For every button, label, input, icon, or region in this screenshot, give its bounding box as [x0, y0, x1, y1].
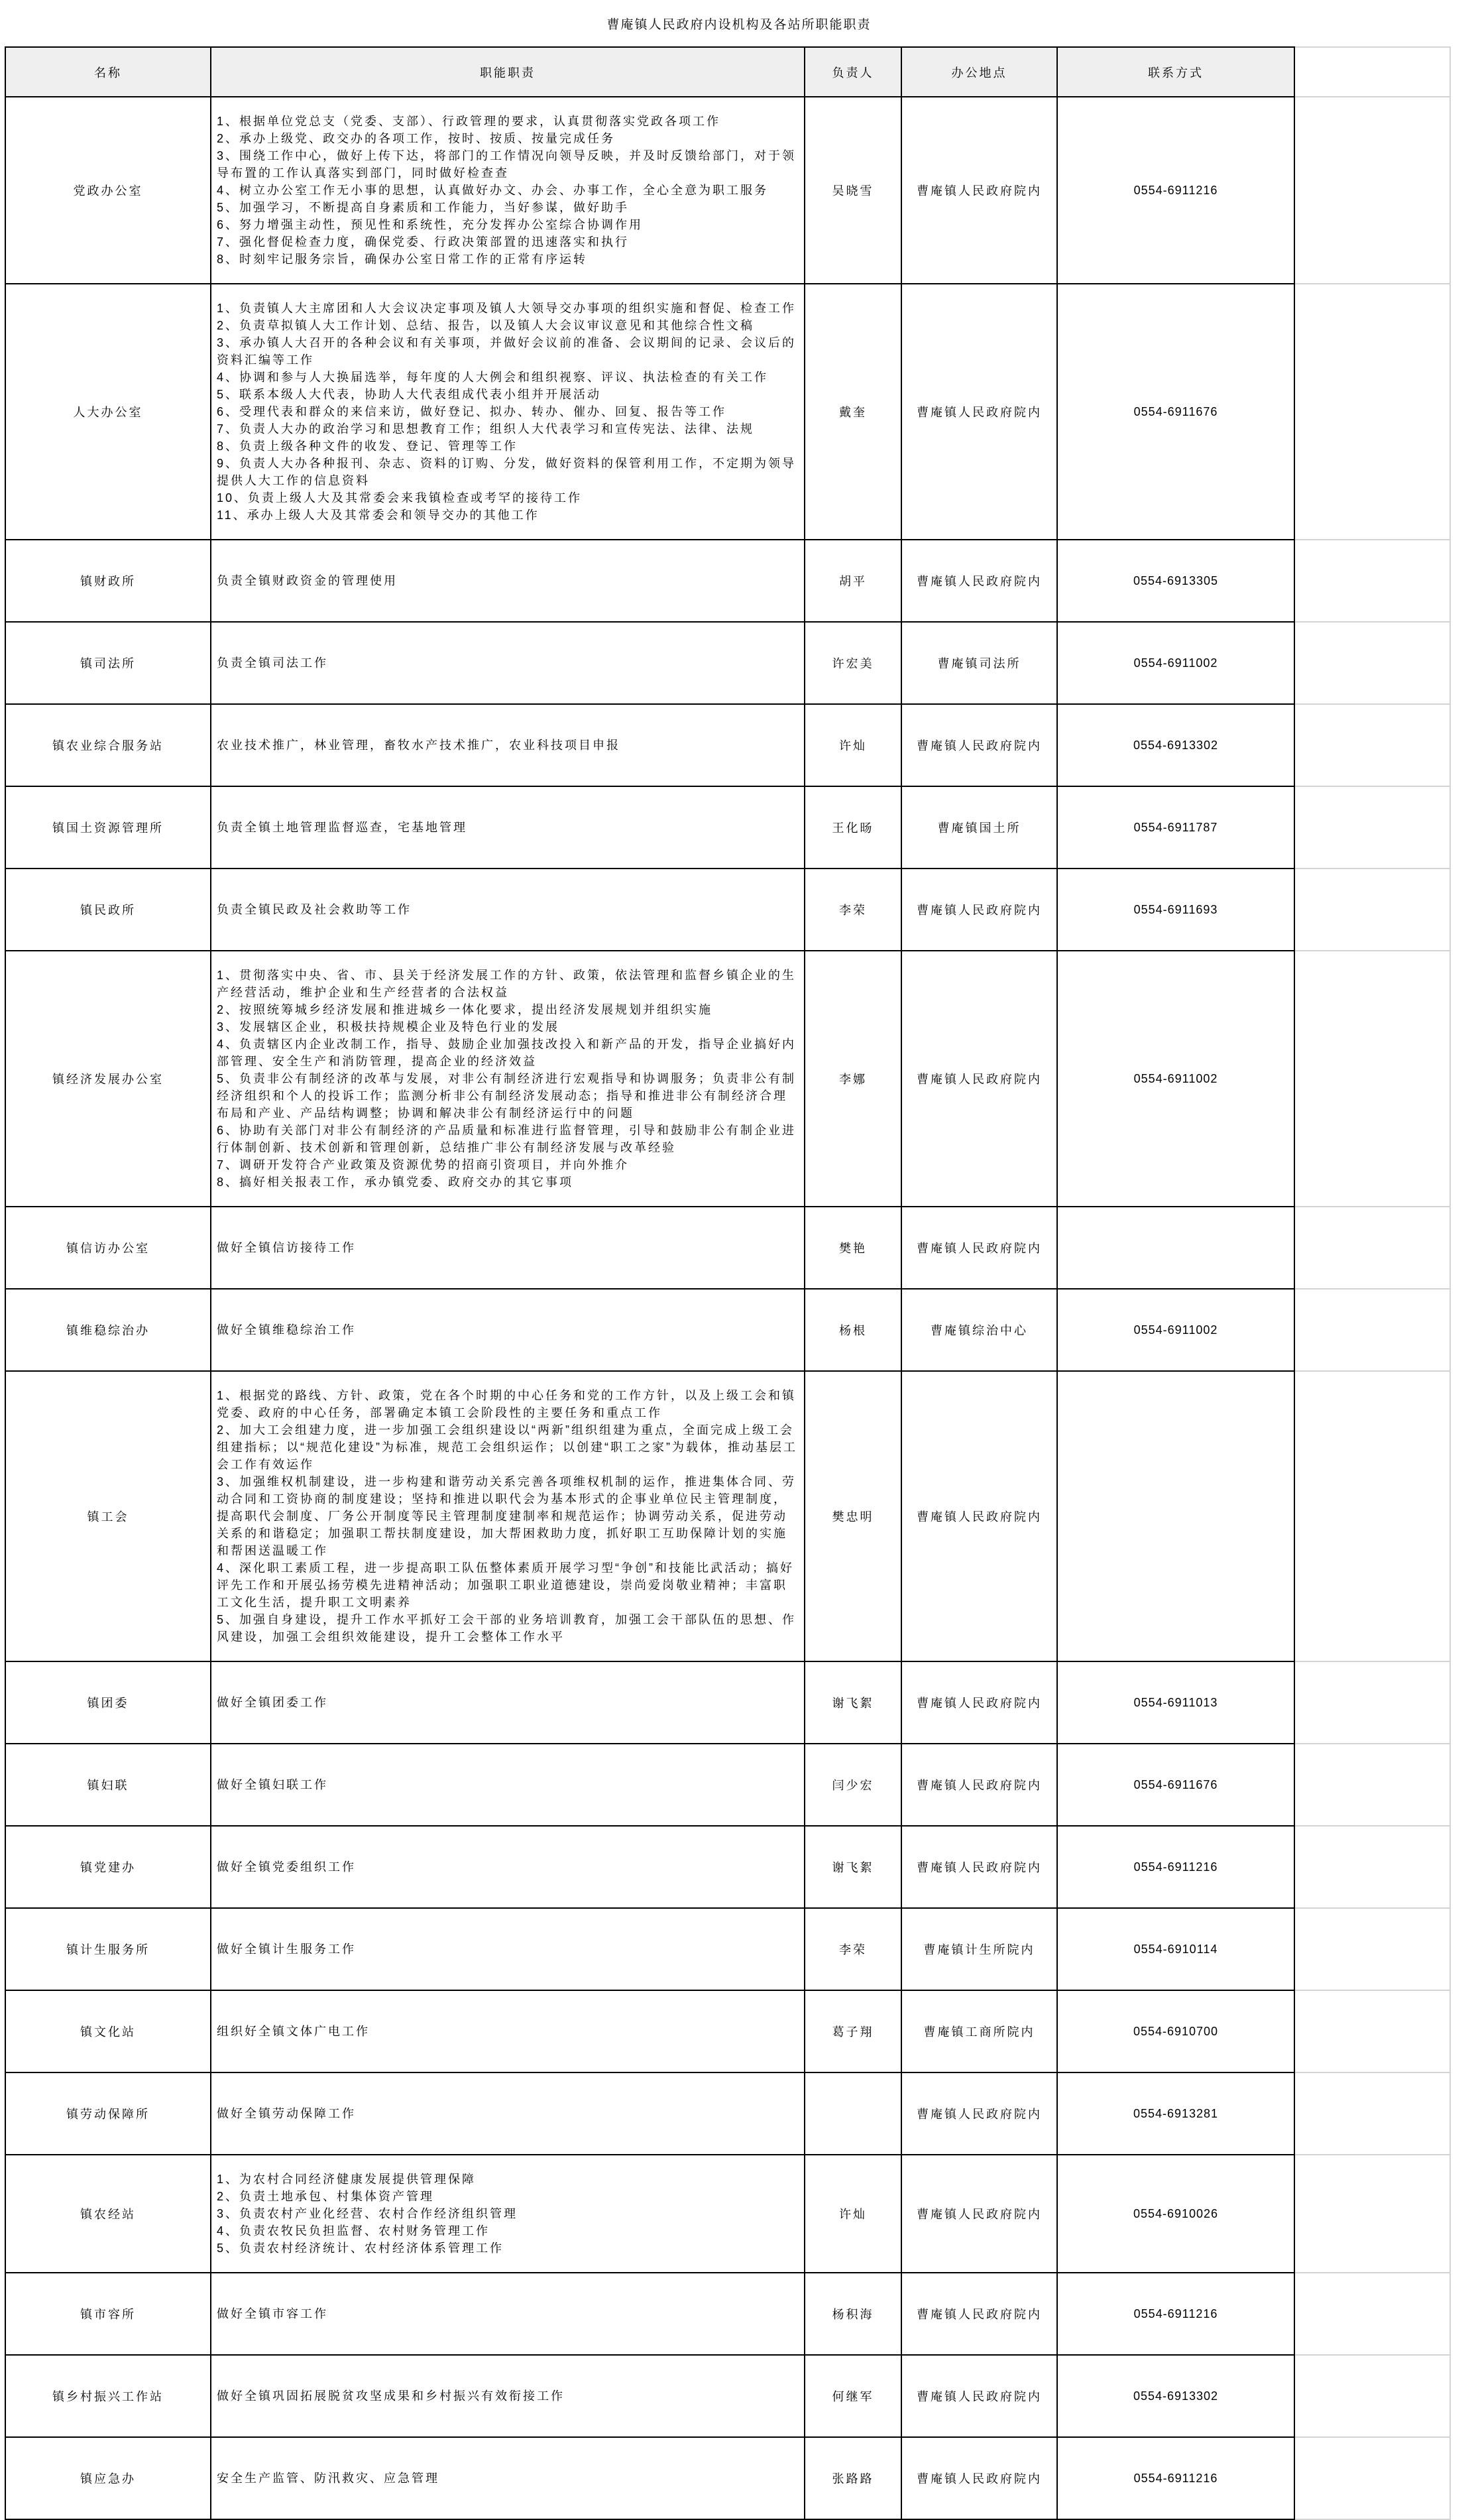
duty-item: 做好全镇计生服务工作 — [217, 1943, 356, 1956]
column-header-phone: 联系方式 — [1057, 47, 1294, 97]
duties-cell — [211, 1207, 805, 1289]
person-cell: 许灿 — [805, 704, 901, 786]
duty-item: 4、负责辖区内企业改制工作，指导、鼓励企业加强技改投入和新产品的开发，指导企业搞好内部管理、安全生产和消防管理，提高企业的经济效益 — [217, 1038, 797, 1068]
dept-name-cell: 人大办公室 — [5, 284, 211, 540]
location-cell: 曹庵镇人民政府院内 — [901, 1826, 1057, 1908]
phone-cell: 0554-6910700 — [1057, 1990, 1294, 2072]
location-cell: 曹庵镇人民政府院内 — [901, 540, 1057, 622]
duties-cell — [211, 1289, 805, 1371]
duty-item: 组织好全镇文体广电工作 — [217, 2025, 370, 2038]
person-cell: 樊艳 — [805, 1207, 901, 1289]
person-cell: 谢飞絮 — [805, 1826, 901, 1908]
duty-item: 4、协调和参与人大换届选举，每年度的人大例会和组织视察、评议、执法检查的有关工作 — [217, 371, 769, 384]
person-cell: 杨积海 — [805, 2273, 901, 2355]
duty-item: 7、负责人大办的政治学习和思想教育工作；组织人大代表学习和宣传宪法、法律、法规 — [217, 422, 755, 436]
duty-item: 6、协助有关部门对非公有制经济的产品质量和标准进行监督管理，引导和鼓励非公有制企业进行体制创新、技术创新和管理创新，总结推广非公有制经济发展与改革经验 — [217, 1124, 797, 1154]
person-cell: 谢飞絮 — [805, 1661, 901, 1744]
duties-cell — [211, 1908, 805, 1990]
location-cell: 曹庵镇人民政府院内 — [901, 704, 1057, 786]
duty-item: 1、贯彻落实中央、省、市、县关于经济发展工作的方针、政策，依法管理和监督乡镇企业的生产经营活动，维护企业和生产经营者的合法权益 — [217, 969, 797, 999]
location-cell: 曹庵镇人民政府院内 — [901, 2437, 1057, 2519]
duty-item: 负责全镇司法工作 — [217, 656, 328, 670]
duty-item: 7、调研开发符合产业政策及资源优势的招商引资项目，并向外推介 — [217, 1158, 630, 1171]
person-cell: 戴奎 — [805, 284, 901, 540]
ghost-cell — [1294, 1371, 1450, 1661]
location-cell: 曹庵镇综治中心 — [901, 1289, 1057, 1371]
location-cell: 曹庵镇人民政府院内 — [901, 284, 1057, 540]
duties-cell — [211, 786, 805, 869]
ghost-cell — [1294, 1990, 1450, 2072]
duties-cell — [211, 704, 805, 786]
duties-cell — [211, 2437, 805, 2519]
duty-item: 4、树立办公室工作无小事的思想，认真做好办文、办会、办事工作，全心全意为职工服务 — [217, 184, 769, 197]
duty-item: 10、负责上级人大及其常委会来我镇检查或考罕的接待工作 — [217, 491, 583, 505]
dept-name-cell: 镇农业综合服务站 — [5, 704, 211, 786]
dept-name-cell: 镇团委 — [5, 1661, 211, 1744]
phone-cell: 0554-6913302 — [1057, 704, 1294, 786]
duties-cell — [211, 869, 805, 951]
ghost-cell — [1294, 1908, 1450, 1990]
duty-item: 6、努力增强主动性，预见性和系统性，充分发挥办公室综合协调作用 — [217, 218, 644, 231]
table-row — [5, 1289, 1450, 1371]
duty-item: 农业技术推广，林业管理，畜牧水产技术推广，农业科技项目申报 — [217, 739, 620, 752]
dept-name-cell: 镇市容所 — [5, 2273, 211, 2355]
dept-name-cell: 镇文化站 — [5, 1990, 211, 2072]
location-cell: 曹庵镇人民政府院内 — [901, 1744, 1057, 1826]
phone-cell: 0554-6911216 — [1057, 2273, 1294, 2355]
duty-item: 5、加强自身建设，提升工作水平抓好工会干部的业务培训教育，加强工会干部队伍的思想、作风建设，加强工会组织效能建设，提升工会整体工作水平 — [217, 1613, 797, 1644]
duty-item: 做好全镇妇联工作 — [217, 1778, 328, 1791]
person-cell: 闫少宏 — [805, 1744, 901, 1826]
duty-item: 8、负责上级各种文件的收发、登记、管理等工作 — [217, 440, 518, 453]
duties-cell — [211, 1826, 805, 1908]
table-row — [5, 704, 1450, 786]
duty-item: 7、强化督促检查力度，确保党委、行政决策部置的迅速落实和执行 — [217, 235, 630, 249]
ghost-cell — [1294, 1744, 1450, 1826]
duties-cell — [211, 540, 805, 622]
duty-item: 5、加强学习，不断提高自身素质和工作能力，当好参谋，做好助手 — [217, 201, 630, 214]
table-row — [5, 2437, 1450, 2519]
table-row — [5, 1744, 1450, 1826]
location-cell: 曹庵镇人民政府院内 — [901, 97, 1057, 284]
person-cell: 葛子翔 — [805, 1990, 901, 2072]
phone-cell: 0554-6911676 — [1057, 284, 1294, 540]
dept-name-cell: 镇国土资源管理所 — [5, 786, 211, 869]
dept-name-cell: 镇司法所 — [5, 622, 211, 704]
person-cell: 李荣 — [805, 1908, 901, 1990]
person-cell: 何继军 — [805, 2355, 901, 2437]
duties-cell — [211, 2273, 805, 2355]
phone-cell: 0554-6911676 — [1057, 1744, 1294, 1826]
ghost-cell — [1294, 284, 1450, 540]
dept-name-cell: 镇民政所 — [5, 869, 211, 951]
duty-item: 做好全镇信访接待工作 — [217, 1241, 356, 1254]
ghost-header-cell — [1294, 47, 1450, 97]
duties-cell — [211, 622, 805, 704]
phone-cell: 0554-6911002 — [1057, 1289, 1294, 1371]
dept-name-cell: 镇信访办公室 — [5, 1207, 211, 1289]
duty-item: 做好全镇党委组织工作 — [217, 1860, 356, 1874]
phone-cell: 0554-6911002 — [1057, 951, 1294, 1207]
column-header-location: 办公地点 — [901, 47, 1057, 97]
duties-cell — [211, 1371, 805, 1661]
page-title: 曹庵镇人民政府内设机构及各站所职能职责 — [0, 0, 1478, 46]
duty-item: 8、时刻牢记服务宗旨，确保办公室日常工作的正常有序运转 — [217, 253, 588, 266]
duty-item: 4、深化职工素质工程，进一步提高职工队伍整体素质开展学习型“争创”和技能比武活动；搞好评先工作和开展弘扬劳模先进精神活动；加强职工职业道德建设，崇尚爱岗敬业精神；丰富职工文化生活，提升职工文明素养 — [217, 1561, 794, 1609]
location-cell: 曹庵镇人民政府院内 — [901, 951, 1057, 1207]
phone-cell — [1057, 1207, 1294, 1289]
ghost-cell — [1294, 1661, 1450, 1744]
dept-name-cell: 镇妇联 — [5, 1744, 211, 1826]
dept-name-cell: 镇维稳综治办 — [5, 1289, 211, 1371]
duties-cell — [211, 284, 805, 540]
duty-item: 负责全镇土地管理监督巡查，宅基地管理 — [217, 821, 467, 834]
duty-item: 2、承办上级党、政交办的各项工作，按时、按质、按量完成任务 — [217, 132, 616, 145]
location-cell: 曹庵镇人民政府院内 — [901, 869, 1057, 951]
person-cell: 许灿 — [805, 2155, 901, 2273]
table-body — [5, 97, 1450, 2519]
duty-item: 做好全镇市容工作 — [217, 2307, 328, 2320]
duties-cell — [211, 1990, 805, 2072]
location-cell: 曹庵镇人民政府院内 — [901, 1371, 1057, 1661]
phone-cell: 0554-6910026 — [1057, 2155, 1294, 2273]
table-row — [5, 2273, 1450, 2355]
person-cell: 许宏美 — [805, 622, 901, 704]
ghost-cell — [1294, 2155, 1450, 2273]
duty-item: 2、加大工会组建力度，进一步加强工会组织建设以“两新”组织组建为重点，全面完成上级工会组建指标；以“规范化建设”为标准，规范工会组织运作；以创建“职工之家”为载体，推动基层工会工作有效运作 — [217, 1423, 797, 1471]
spreadsheet-table — [5, 46, 1451, 2520]
location-cell: 曹庵镇人民政府院内 — [901, 1207, 1057, 1289]
table-row — [5, 951, 1450, 1207]
phone-cell: 0554-6911013 — [1057, 1661, 1294, 1744]
duty-item: 负责全镇财政资金的管理使用 — [217, 574, 398, 587]
ghost-cell — [1294, 1207, 1450, 1289]
duty-item: 安全生产监管、防汛救灾、应急管理 — [217, 2472, 439, 2485]
duty-item: 1、负责镇人大主席团和人大会议决定事项及镇人大领导交办事项的组织实施和督促、检查工作 — [217, 302, 797, 315]
ghost-cell — [1294, 2437, 1450, 2519]
ghost-cell — [1294, 2072, 1450, 2155]
duty-item: 3、发展辖区企业，积极扶持规模企业及特色行业的发展 — [217, 1020, 560, 1034]
duty-item: 3、承办镇人大召开的各种会议和有关事项，并做好会议前的准备、会议期间的记录、会议后的资料汇编等工作 — [217, 336, 797, 367]
person-cell: 樊忠明 — [805, 1371, 901, 1661]
phone-cell: 0554-6913302 — [1057, 2355, 1294, 2437]
table-row — [5, 284, 1450, 540]
person-cell — [805, 2072, 901, 2155]
duty-item: 3、负责农村产业化经营、农村合作经济组织管理 — [217, 2207, 518, 2220]
duty-item: 2、负责土地承包、村集体资产管理 — [217, 2190, 435, 2203]
phone-cell: 0554-6910114 — [1057, 1908, 1294, 1990]
ghost-cell — [1294, 2355, 1450, 2437]
dept-name-cell: 镇工会 — [5, 1371, 211, 1661]
location-cell: 曹庵镇人民政府院内 — [901, 2355, 1057, 2437]
duties-cell — [211, 97, 805, 284]
table-row — [5, 1990, 1450, 2072]
phone-cell: 0554-6911002 — [1057, 622, 1294, 704]
duty-item: 3、加强维权机制建设，进一步构建和谐劳动关系完善各项维权机制的运作，推进集体合同、劳动合同和工资协商的制度建设；坚持和推进以职代会为基本形式的企事业单位民主管理制度，提高职代会制度、厂务公开制度等民主管理制度建制率和规范运作；协调劳动关系，促进劳动关系的和谐稳定；加强职工帮扶制度建设，加大帮困救助力度，抓好职工互助保障计划的实施和帮困送温暖工作 — [217, 1475, 797, 1557]
dept-name-cell: 镇农经站 — [5, 2155, 211, 2273]
location-cell: 曹庵镇计生所院内 — [901, 1908, 1057, 1990]
phone-cell: 0554-6911693 — [1057, 869, 1294, 951]
phone-cell — [1057, 1371, 1294, 1661]
duty-item: 5、负责农村经济统计、农村经济体系管理工作 — [217, 2242, 504, 2255]
ghost-cell — [1294, 540, 1450, 622]
duty-item: 4、负责农牧民负担监督、农村财务管理工作 — [217, 2224, 490, 2238]
table-row — [5, 869, 1450, 951]
dept-name-cell: 镇乡村振兴工作站 — [5, 2355, 211, 2437]
location-cell: 曹庵镇人民政府院内 — [901, 2273, 1057, 2355]
person-cell: 杨根 — [805, 1289, 901, 1371]
phone-cell: 0554-6913281 — [1057, 2072, 1294, 2155]
duty-item: 5、负责非公有制经济的改革与发展，对非公有制经济进行宏观指导和协调服务；负责非公有制经济组织和个人的投诉工作；监测分析非公有制经济发展动态；指导和推进非公有制经济合理布局和产业、产品结构调整；协调和解决非公有制经济运行中的问题 — [217, 1072, 797, 1120]
duty-item: 1、根据单位党总支（党委、支部）、行政管理的要求，认真贯彻落实党政各项工作 — [217, 115, 721, 128]
dept-name-cell: 镇计生服务所 — [5, 1908, 211, 1990]
dept-name-cell: 镇财政所 — [5, 540, 211, 622]
duty-item: 做好全镇团委工作 — [217, 1696, 328, 1709]
ghost-cell — [1294, 951, 1450, 1207]
table-header — [5, 47, 1450, 97]
duties-cell — [211, 1661, 805, 1744]
duty-item: 3、围绕工作中心，做好上传下达，将部门的工作情况向领导反映，并及时反馈给部门，对于领导布置的工作认真落实到部门，同时做好检查查 — [217, 149, 797, 180]
ghost-cell — [1294, 1289, 1450, 1371]
duty-item: 11、承办上级人大及其常委会和领导交办的其他工作 — [217, 509, 540, 522]
duties-cell — [211, 2155, 805, 2273]
column-header-name: 名称 — [5, 47, 211, 97]
table-row — [5, 1371, 1450, 1661]
header-row — [5, 47, 1450, 97]
person-cell: 李荣 — [805, 869, 901, 951]
person-cell: 李娜 — [805, 951, 901, 1207]
location-cell: 曹庵镇工商所院内 — [901, 1990, 1057, 2072]
table-row — [5, 1908, 1450, 1990]
table-row — [5, 1661, 1450, 1744]
phone-cell: 0554-6911216 — [1057, 97, 1294, 284]
location-cell: 曹庵镇人民政府院内 — [901, 2072, 1057, 2155]
duties-cell — [211, 1744, 805, 1826]
ghost-cell — [1294, 622, 1450, 704]
phone-cell: 0554-6913305 — [1057, 540, 1294, 622]
duty-item: 5、联系本级人大代表，协助人大代表组成代表小组并开展活动 — [217, 388, 602, 401]
duty-item: 做好全镇巩固拓展脱贫攻坚成果和乡村振兴有效衔接工作 — [217, 2389, 565, 2403]
location-cell: 曹庵镇司法所 — [901, 622, 1057, 704]
duty-item: 负责全镇民政及社会救助等工作 — [217, 903, 412, 916]
column-header-duties: 职能职责 — [211, 47, 805, 97]
duties-cell — [211, 2355, 805, 2437]
duty-item: 做好全镇劳动保障工作 — [217, 2107, 356, 2120]
duty-item: 1、为农村合同经济健康发展提供管理保障 — [217, 2173, 477, 2186]
phone-cell: 0554-6911216 — [1057, 2437, 1294, 2519]
table-row — [5, 2355, 1450, 2437]
duty-item: 做好全镇维稳综治工作 — [217, 1323, 356, 1337]
table-row — [5, 540, 1450, 622]
table-row — [5, 1826, 1450, 1908]
person-cell: 王化旸 — [805, 786, 901, 869]
duties-cell — [211, 2072, 805, 2155]
dept-name-cell: 镇经济发展办公室 — [5, 951, 211, 1207]
ghost-cell — [1294, 704, 1450, 786]
dept-name-cell: 镇应急办 — [5, 2437, 211, 2519]
table-row — [5, 1207, 1450, 1289]
person-cell: 胡平 — [805, 540, 901, 622]
phone-cell: 0554-6911787 — [1057, 786, 1294, 869]
table-row — [5, 786, 1450, 869]
person-cell: 吴晓雪 — [805, 97, 901, 284]
table-row — [5, 2072, 1450, 2155]
table-row — [5, 622, 1450, 704]
table-row — [5, 97, 1450, 284]
column-header-person: 负责人 — [805, 47, 901, 97]
dept-name-cell: 镇劳动保障所 — [5, 2072, 211, 2155]
person-cell: 张路路 — [805, 2437, 901, 2519]
ghost-cell — [1294, 2273, 1450, 2355]
duty-item: 2、负责草拟镇人大工作计划、总结、报告，以及镇人大会议审议意见和其他综合性文稿 — [217, 319, 755, 332]
ghost-cell — [1294, 869, 1450, 951]
table-row — [5, 2155, 1450, 2273]
duty-item: 8、搞好相关报表工作，承办镇党委、政府交办的其它事项 — [217, 1175, 574, 1189]
duty-item: 2、按照统筹城乡经济发展和推进城乡一体化要求，提出经济发展规划并组织实施 — [217, 1003, 713, 1016]
location-cell: 曹庵镇国土所 — [901, 786, 1057, 869]
ghost-cell — [1294, 786, 1450, 869]
phone-cell: 0554-6911216 — [1057, 1826, 1294, 1908]
duty-item: 1、根据党的路线、方针、政策，党在各个时期的中心任务和党的工作方针，以及上级工会和镇党委、政府的中心任务，部署确定本镇工会阶段性的主要任务和重点工作 — [217, 1389, 797, 1419]
location-cell: 曹庵镇人民政府院内 — [901, 1661, 1057, 1744]
ghost-cell — [1294, 1826, 1450, 1908]
ghost-cell — [1294, 97, 1450, 284]
location-cell: 曹庵镇人民政府院内 — [901, 2155, 1057, 2273]
duties-cell — [211, 951, 805, 1207]
dept-name-cell: 党政办公室 — [5, 97, 211, 284]
dept-name-cell: 镇党建办 — [5, 1826, 211, 1908]
duty-item: 6、受理代表和群众的来信来访，做好登记、拟办、转办、催办、回复、报告等工作 — [217, 405, 727, 418]
duty-item: 9、负责人大办各种报刊、杂志、资料的订购、分发，做好资料的保管利用工作，不定期为领导提供人大工作的信息资料 — [217, 457, 797, 487]
